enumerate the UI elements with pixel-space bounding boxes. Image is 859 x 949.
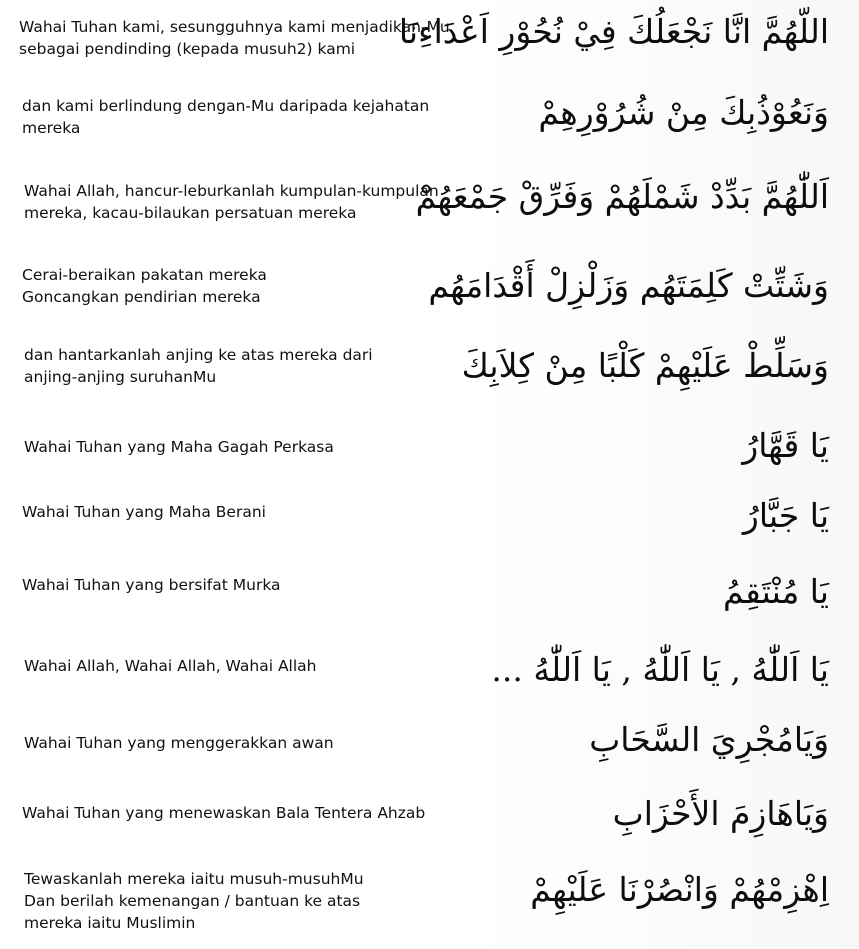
translation-text xyxy=(24,344,373,388)
translation-text xyxy=(24,868,364,934)
arabic-text: وَيَاهَازِمَ الأَحْزَابِ xyxy=(612,794,829,833)
translation-text xyxy=(19,16,450,60)
translation-line: mereka iaitu Muslimin xyxy=(24,914,196,932)
translation-line: Goncangkan pendirian mereka xyxy=(22,288,261,306)
translation-line: sebagai pendinding (kepada musuh2) kami xyxy=(19,40,356,58)
translation-text xyxy=(24,436,334,458)
translation-text xyxy=(22,802,425,824)
translation-text xyxy=(24,732,334,754)
translation-line: Dan berilah kemenangan / bantuan ke atas xyxy=(24,892,361,910)
arabic-text: اللّهُمَّ انَّا نَجْعَلُكَ فِيْ نُحُوْرِ اَعْدَاءِنَا xyxy=(398,12,829,51)
translation-line: Wahai Tuhan yang menggerakkan awan xyxy=(24,734,334,752)
translation-line: Tewaskanlah mereka iaitu musuh-musuhMu xyxy=(24,870,364,888)
arabic-text: وَنَعُوْذُبِكَ مِنْ شُرُوْرِهِمْ xyxy=(538,93,829,132)
doa-row-9 xyxy=(0,628,859,707)
arabic-text: وَشَتِّتْ كَلِمَتَهُم وَزَلْزِلْ أَقْدَامَهُم xyxy=(428,266,829,305)
doa-row-7 xyxy=(0,480,859,551)
doa-row-4 xyxy=(0,244,859,327)
doa-row-12 xyxy=(0,850,859,949)
doa-row-10 xyxy=(0,706,859,779)
translation-text xyxy=(22,574,281,596)
translation-line: mereka xyxy=(22,119,81,137)
translation-line: mereka, kacau-bilaukan persatuan mereka xyxy=(24,204,357,222)
arabic-text: وَيَامُجْرِيَ السَّحَابِ xyxy=(589,720,829,759)
translation-text xyxy=(24,180,439,224)
translation-line: Wahai Tuhan kami, sesungguhnya kami menjadikan-Mu xyxy=(19,18,450,36)
arabic-text: اَللّٰهُمَّ بَدِّدْ شَمْلَهُمْ وَفَرِّقْ جَمْعَهُمْ xyxy=(415,177,829,216)
translation-text xyxy=(22,501,266,523)
translation-line: dan hantarkanlah anjing ke atas mereka dari xyxy=(24,346,373,364)
arabic-text: اِهْزِمْهُمْ وَانْصُرْنَا عَلَيْهِمْ xyxy=(530,870,829,909)
translation-line: Wahai Tuhan yang bersifat Murka xyxy=(22,576,281,594)
translation-line: Wahai Tuhan yang Maha Berani xyxy=(22,503,266,521)
translation-line: Wahai Tuhan yang Maha Gagah Perkasa xyxy=(24,438,334,456)
translation-line: Wahai Allah, hancur-leburkanlah kumpulan-kumpulan xyxy=(24,182,439,200)
doa-row-11 xyxy=(0,778,859,851)
doa-row-8 xyxy=(0,550,859,629)
translation-line: anjing-anjing suruhanMu xyxy=(24,368,217,386)
translation-line: Cerai-beraikan pakatan mereka xyxy=(22,266,267,284)
arabic-text: يَا اَللّٰهُ , يَا اَللّٰهُ , يَا اَللّٰهُ ... xyxy=(491,650,829,689)
translation-text xyxy=(24,655,317,677)
doa-row-6 xyxy=(0,410,859,481)
arabic-text: يَا مُنْتَقِمُ xyxy=(723,572,829,611)
translation-line: Wahai Tuhan yang menewaskan Bala Tentera Ahzab xyxy=(22,804,426,822)
arabic-text: وَسَلِّطْ عَلَيْهِمْ كَلْبًا مِنْ كِلاَبِكَ xyxy=(461,346,829,385)
arabic-text: يَا جَبَّارُ xyxy=(742,496,829,535)
translation-text xyxy=(22,95,429,139)
doa-row-2 xyxy=(0,77,859,158)
arabic-text: يَا قَهَّارُ xyxy=(742,426,829,465)
doa-row-1 xyxy=(0,0,859,78)
translation-line: dan kami berlindung dengan-Mu daripada kejahatan xyxy=(22,97,430,115)
doa-row-3 xyxy=(0,157,859,245)
translation-text xyxy=(22,264,267,308)
doa-row-5 xyxy=(0,326,859,411)
translation-line: Wahai Allah, Wahai Allah, Wahai Allah xyxy=(24,657,317,675)
